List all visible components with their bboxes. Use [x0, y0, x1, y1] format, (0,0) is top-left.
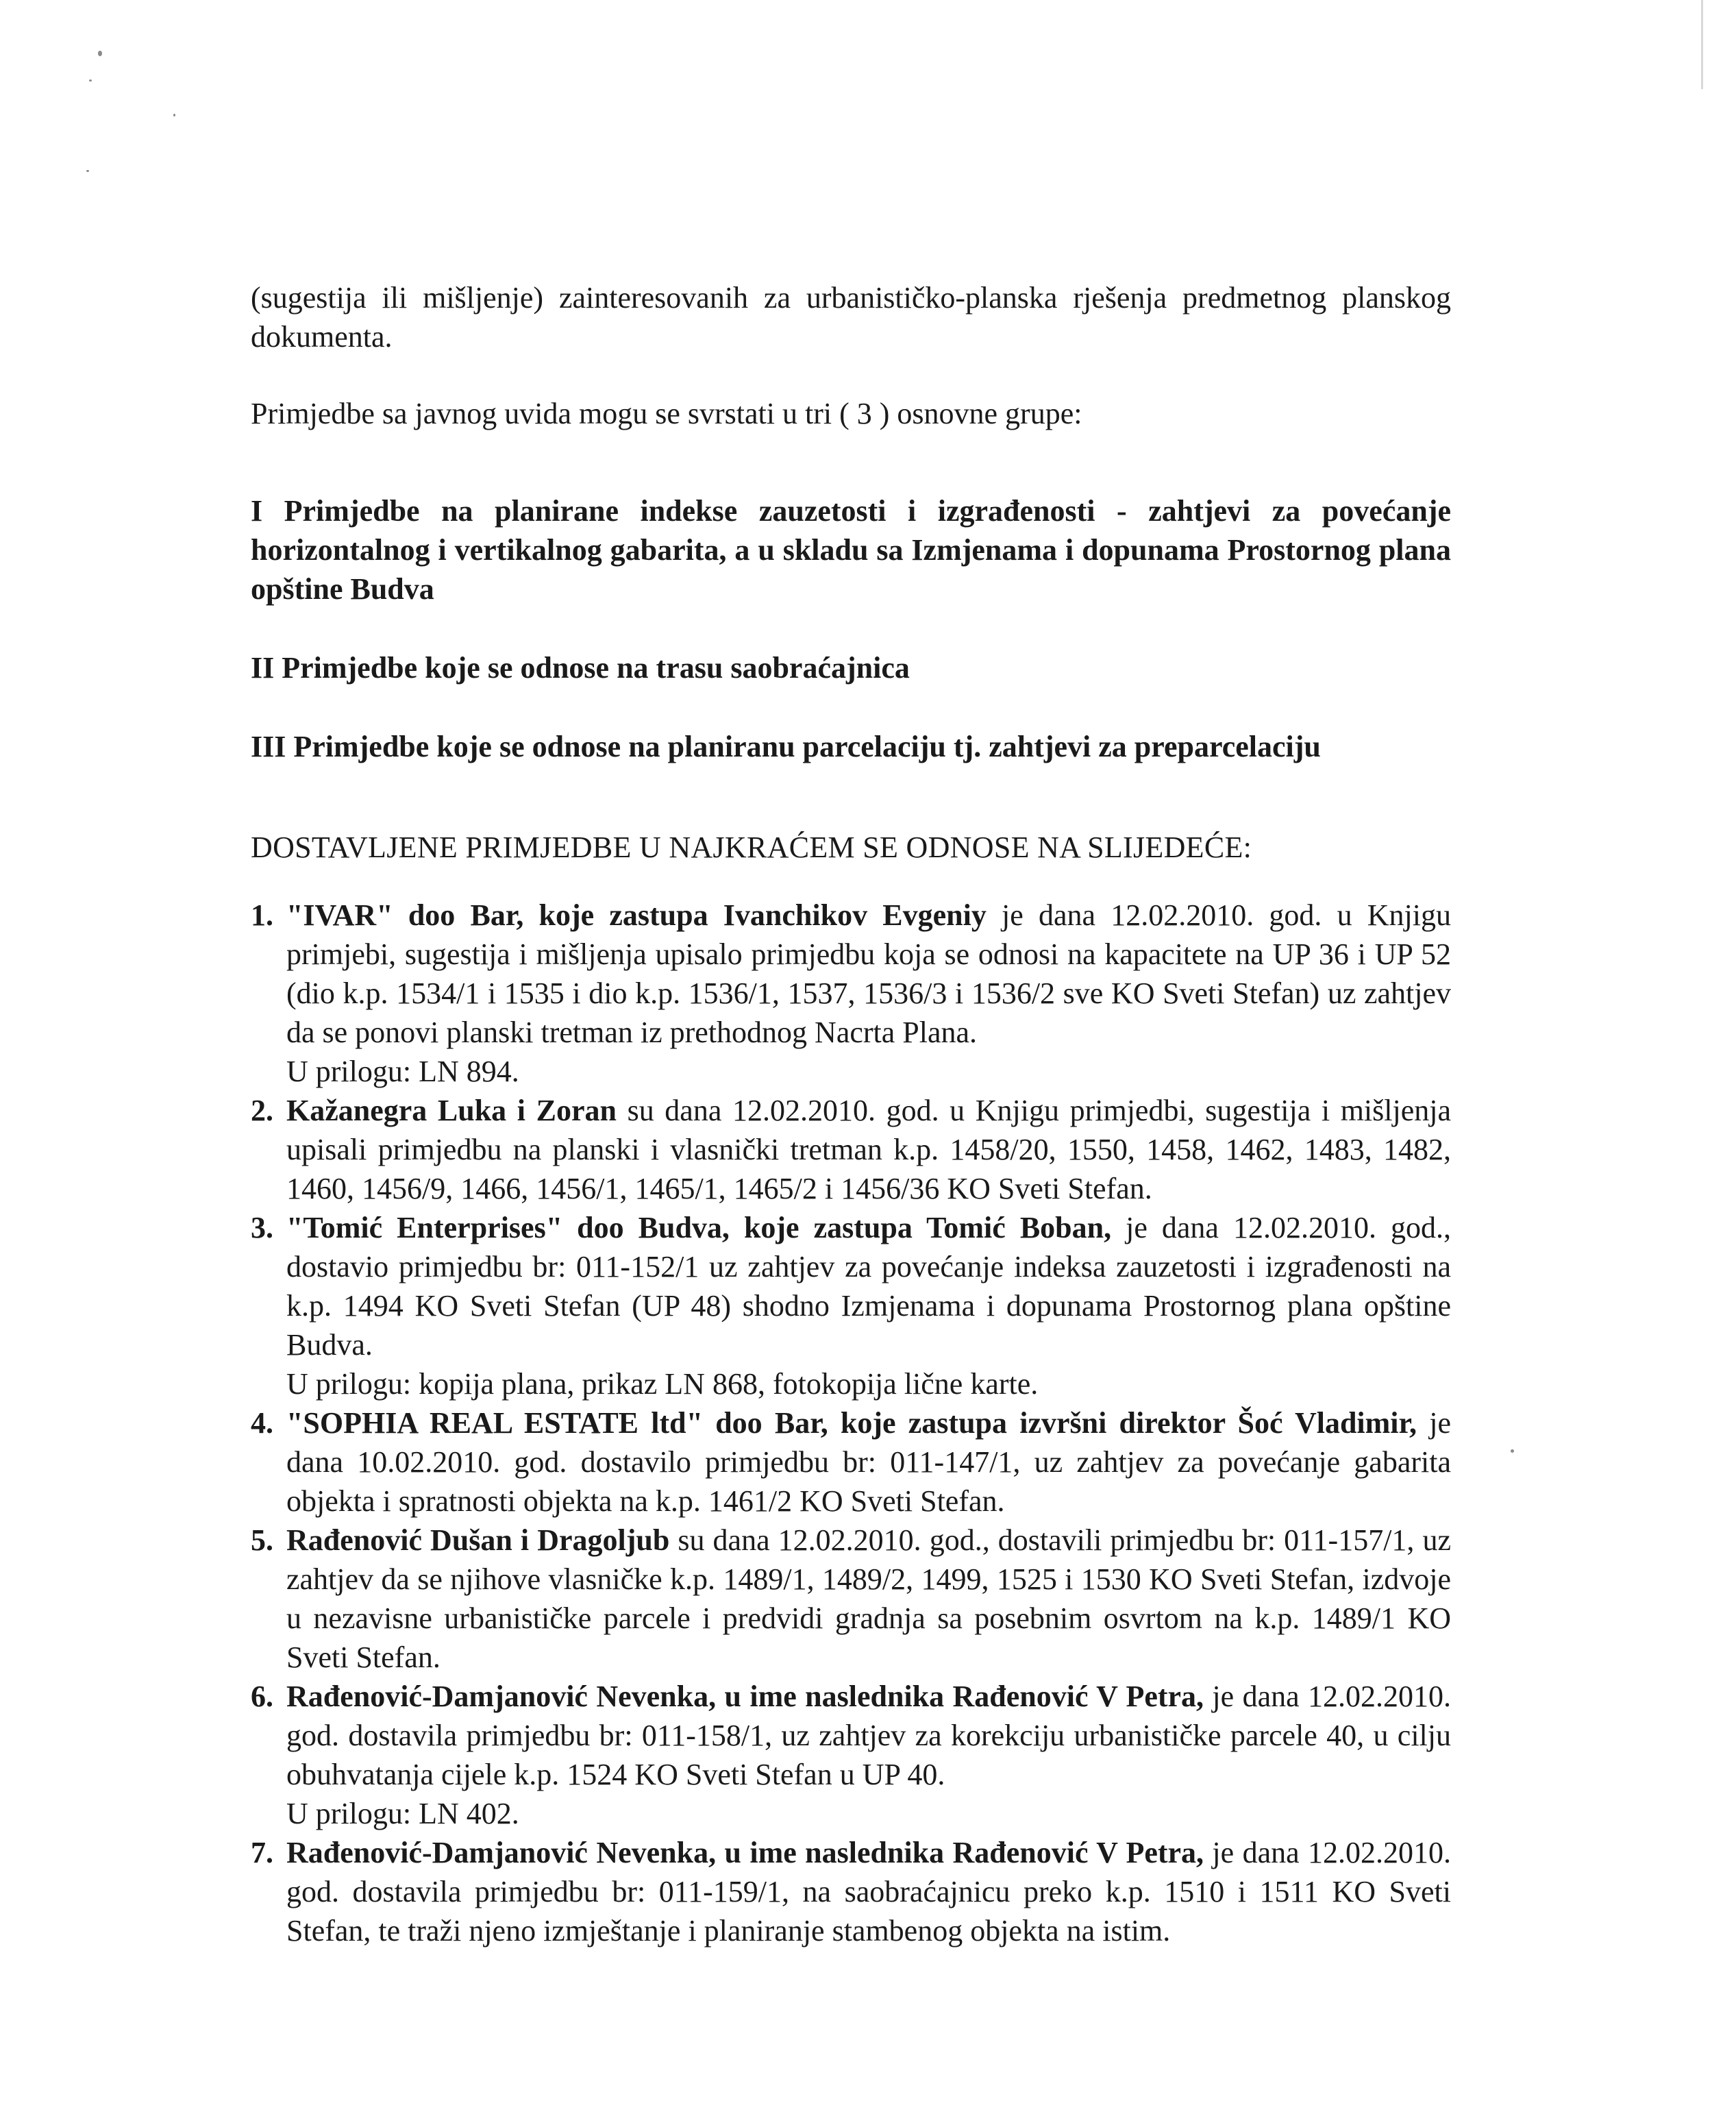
list-item: [251, 1833, 1451, 1950]
item-attachment: U prilogu: kopija plana, prikaz LN 868, fotokopija lične karte.: [286, 1367, 1039, 1401]
section-heading: DOSTAVLJENE PRIMJEDBE U NAJKRAĆEM SE ODNOSE NA SLIJEDEĆE:: [251, 831, 1252, 864]
item-number: 5.: [251, 1523, 273, 1557]
item-number: 2.: [251, 1094, 273, 1127]
item-text: je dana 10.02.2010. god. dostavilo primjedbu br: 011-147/1, uz zahtjev za povećanje gabarita objekta i spratnosti objekta na k.p. 1461/2 KO Sveti Stefan.: [286, 1406, 1451, 1518]
item-number: 3.: [251, 1211, 273, 1244]
item-submitter: "SOPHIA REAL ESTATE ltd" doo Bar, koje zastupa izvršni direktor Šoć Vladimir,: [286, 1406, 1417, 1440]
scan-speck: [1511, 1449, 1514, 1453]
item-text: je dana 12.02.2010. god. u Knjigu primjebi, sugestija i mišljenja upisalo primjedbu koja se odnosi na kapacitete na UP 36 i UP 52 (dio k.p. 1534/1 i 1535 i dio k.p. 1536/1, 1537, 1536/3 i 1536/2 sve KO Sveti Stefan) uz zahtjev da se ponovi planski tretman iz prethodnog Nacrta Plana.: [286, 898, 1451, 1049]
list-item: [251, 1403, 1451, 1521]
item-submitter: "Tomić Enterprises" doo Budva, koje zastupa Tomić Boban,: [286, 1211, 1112, 1244]
scan-speck: [89, 79, 92, 82]
item-number: 4.: [251, 1406, 273, 1440]
item-text: su dana 12.02.2010. god. u Knjigu primjedbi, sugestija i mišljenja upisali primjedbu na planski i vlasnički tretman k.p. 1458/20, 1550, 1458, 1462, 1483, 1482, 1460, 1456/9, 1466, 1456/1, 1465/1, 1465/2 i 1456/36 KO Sveti Stefan.: [286, 1094, 1451, 1205]
item-attachment: U prilogu: LN 894.: [286, 1055, 519, 1088]
list-item: [251, 1521, 1451, 1677]
item-submitter: Kažanegra Luka i Zoran: [286, 1094, 617, 1127]
group-1: I Primjedbe na planirane indekse zauzetosti i izgrađenosti - zahtjevi za povećanje horizontalnog i vertikalnog gabarita, a u skladu sa Izmjenama i dopunama Prostornog plana opštine Budva: [251, 494, 1451, 606]
list-item: [251, 1677, 1451, 1833]
list-item: [251, 1208, 1451, 1403]
item-submitter: Rađenović-Damjanović Nevenka, u ime naslednika Rađenović V Petra,: [286, 1680, 1204, 1713]
remarks-list: [251, 896, 1451, 1950]
item-number: 6.: [251, 1680, 273, 1713]
item-number: 7.: [251, 1836, 273, 1869]
group-3: III Primjedbe koje se odnose na planiranu parcelaciju tj. zahtjevi za preparcelaciju: [251, 730, 1321, 763]
group-2: II Primjedbe koje se odnose na trasu saobraćajnica: [251, 651, 910, 685]
item-number: 1.: [251, 898, 273, 932]
scan-speck: [173, 114, 175, 116]
item-text: je dana 12.02.2010. god. dostavila primjedbu br: 011-158/1, uz zahtjev za korekciju urbanističke parcele 40, u cilju obuhvatanja cijele k.p. 1524 KO Sveti Stefan u UP 40.: [286, 1680, 1452, 1791]
item-attachment: U prilogu: LN 402.: [286, 1797, 519, 1830]
intro-paragraph: (sugestija ili mišljenje) zainteresovanih za urbanističko-planska rješenja predmetnog planskog dokumenta.: [251, 281, 1451, 354]
item-text: je dana 12.02.2010. god., dostavio primjedbu br: 011-152/1 uz zahtjev za povećanje indeksa zauzetosti i izgrađenosti na k.p. 1494 KO Sveti Stefan (UP 48) shodno Izmjenama i dopunama Prostornog plana opštine Budva.: [286, 1211, 1452, 1362]
item-submitter: Rađenović-Damjanović Nevenka, u ime naslednika Rađenović V Petra,: [286, 1836, 1204, 1869]
item-submitter: Rađenović Dušan i Dragoljub: [286, 1523, 670, 1557]
item-text: je dana 12.02.2010. god. dostavila primjedbu br: 011-159/1, na saobraćajnicu preko k.p. 1510 i 1511 KO Sveti Stefan, te traži njeno izmještanje i planiranje stambenog objekta na istim.: [286, 1836, 1452, 1948]
list-item: [251, 1091, 1451, 1208]
document-body: [251, 278, 1451, 1950]
scan-speck: [86, 170, 89, 172]
scan-speck: [98, 51, 102, 56]
list-item: [251, 896, 1451, 1091]
groups-intro: Primjedbe sa javnog uvida mogu se svrstati u tri ( 3 ) osnovne grupe:: [251, 397, 1082, 430]
scan-edge-line: [1701, 0, 1703, 89]
item-text: su dana 12.02.2010. god., dostavili primjedbu br: 011-157/1, uz zahtjev da se njihove vlasničke k.p. 1489/1, 1489/2, 1499, 1525 i 1530 KO Sveti Stefan, izdvoje u nezavisne urbanističke parcele i predvidi gradnja sa posebnim osvrtom na k.p. 1489/1 KO Sveti Stefan.: [286, 1523, 1451, 1674]
item-submitter: "IVAR" doo Bar, koje zastupa Ivanchikov Evgeniy: [286, 898, 987, 932]
